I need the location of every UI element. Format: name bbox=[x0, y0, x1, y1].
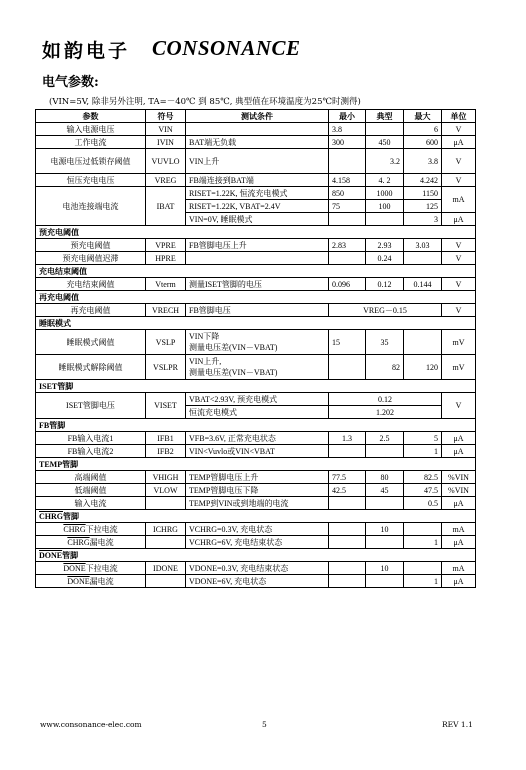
table-row bbox=[36, 355, 476, 380]
param-cell: 电池连接端电流 bbox=[36, 187, 146, 226]
group-title-signal: DONE bbox=[39, 550, 63, 560]
column-header: 参数 bbox=[36, 110, 146, 123]
typ-cell: 100 bbox=[366, 200, 404, 213]
table-row bbox=[36, 484, 476, 497]
max-cell: 3.03 bbox=[404, 239, 442, 252]
min-cell bbox=[329, 213, 366, 226]
table-row bbox=[36, 445, 476, 458]
typ-cell: 82 bbox=[366, 355, 404, 380]
typ-cell: 3.2 bbox=[366, 149, 404, 174]
max-cell bbox=[404, 523, 442, 536]
unit-cell: μA bbox=[442, 213, 476, 226]
param-cell: 预充电阈值 bbox=[36, 239, 146, 252]
signal-name: CHRG bbox=[63, 524, 86, 534]
unit-cell: V bbox=[442, 123, 476, 136]
table-row bbox=[36, 562, 476, 575]
unit-cell: mV bbox=[442, 355, 476, 380]
condition-cell: TEMP管脚电压下降 bbox=[186, 484, 329, 497]
symbol-cell: VSLP bbox=[146, 330, 186, 355]
group-title bbox=[36, 549, 476, 562]
min-cell: 75 bbox=[329, 200, 366, 213]
symbol-cell: VIN bbox=[146, 123, 186, 136]
typ-cell: 10 bbox=[366, 523, 404, 536]
condition-cell bbox=[186, 123, 329, 136]
symbol-cell: ICHRG bbox=[146, 523, 186, 536]
condition-cell: VIN<Vuvlo或VIN<VBAT bbox=[186, 445, 329, 458]
symbol-cell: VUVLO bbox=[146, 149, 186, 174]
company-logo-english: CONSONANCE bbox=[152, 36, 301, 60]
max-cell: 1 bbox=[404, 575, 442, 588]
table-row bbox=[36, 471, 476, 484]
unit-cell: V bbox=[442, 304, 476, 317]
condition-cell: VDONE=6V, 充电状态 bbox=[186, 575, 329, 588]
typ-cell: 0.12 bbox=[366, 278, 404, 291]
group-title: TEMP管脚 bbox=[36, 458, 476, 471]
group-row bbox=[36, 317, 476, 330]
table-row bbox=[36, 575, 476, 588]
condition-line: 测量电压差(VIN－VBAT) bbox=[189, 368, 278, 377]
table-row bbox=[36, 432, 476, 445]
param-cell bbox=[36, 523, 146, 536]
symbol-cell: IBAT bbox=[146, 187, 186, 226]
unit-cell: mA bbox=[442, 187, 476, 213]
max-cell: 6 bbox=[404, 123, 442, 136]
param-cell: 电源电压过低锁存阈值 bbox=[36, 149, 146, 174]
footer-revision: REV 1.1 bbox=[442, 720, 473, 729]
column-header: 最大 bbox=[404, 110, 442, 123]
max-cell: 600 bbox=[404, 136, 442, 149]
max-cell: 125 bbox=[404, 200, 442, 213]
max-cell: 3 bbox=[404, 213, 442, 226]
condition-cell bbox=[186, 330, 329, 355]
max-cell bbox=[404, 562, 442, 575]
group-title-suffix: 管脚 bbox=[62, 550, 79, 560]
min-cell: 3.8 bbox=[329, 123, 366, 136]
typ-cell: 0.24 bbox=[366, 252, 404, 265]
symbol-cell: VHIGH bbox=[146, 471, 186, 484]
max-cell: 0.5 bbox=[404, 497, 442, 510]
max-cell: 1 bbox=[404, 536, 442, 549]
symbol-cell: VLOW bbox=[146, 484, 186, 497]
typ-cell bbox=[366, 575, 404, 588]
max-cell: 4.242 bbox=[404, 174, 442, 187]
unit-cell: V bbox=[442, 252, 476, 265]
min-cell bbox=[329, 575, 366, 588]
typ-cell: 35 bbox=[366, 330, 404, 355]
footer-website: www.consonance-elec.com bbox=[40, 720, 142, 729]
unit-cell: μA bbox=[442, 575, 476, 588]
symbol-cell: VREG bbox=[146, 174, 186, 187]
table-row bbox=[36, 304, 476, 317]
column-header: 单位 bbox=[442, 110, 476, 123]
table-row bbox=[36, 123, 476, 136]
min-cell bbox=[329, 523, 366, 536]
param-cell: 充电结束阈值 bbox=[36, 278, 146, 291]
group-title-signal: CHRG bbox=[39, 511, 63, 521]
condition-cell: VCHRG=0.3V, 充电状态 bbox=[186, 523, 329, 536]
condition-cell: VIN上升 bbox=[186, 149, 329, 174]
group-row bbox=[36, 380, 476, 393]
column-header: 最小 bbox=[329, 110, 366, 123]
condition-cell: TEMP到VIN或到地端的电流 bbox=[186, 497, 329, 510]
min-cell: 1.3 bbox=[329, 432, 366, 445]
condition-line: 测量电压差(VIN－VBAT) bbox=[189, 343, 278, 352]
condition-cell: RISET=1.22K, VBAT=2.4V bbox=[186, 200, 329, 213]
condition-line: VIN上升, bbox=[189, 357, 222, 366]
param-cell bbox=[36, 575, 146, 588]
unit-cell: μA bbox=[442, 497, 476, 510]
max-cell: 1 bbox=[404, 445, 442, 458]
group-row bbox=[36, 549, 476, 562]
condition-cell: FB管脚电压 bbox=[186, 304, 329, 317]
param-cell: 低端阈值 bbox=[36, 484, 146, 497]
table-row bbox=[36, 136, 476, 149]
condition-cell: RISET=1.22K, 恒流充电模式 bbox=[186, 187, 329, 200]
min-cell: 77.5 bbox=[329, 471, 366, 484]
symbol-cell bbox=[146, 575, 186, 588]
table-row bbox=[36, 330, 476, 355]
unit-cell: μA bbox=[442, 445, 476, 458]
min-cell bbox=[329, 562, 366, 575]
column-header: 符号 bbox=[146, 110, 186, 123]
condition-line: VIN下降 bbox=[189, 332, 220, 341]
footer-page-number: 5 bbox=[262, 720, 267, 729]
param-cell bbox=[36, 536, 146, 549]
symbol-cell: IVIN bbox=[146, 136, 186, 149]
value-cell: VREG－0.15 bbox=[329, 304, 442, 317]
table-row bbox=[36, 393, 476, 406]
typ-cell bbox=[366, 213, 404, 226]
signal-name: CHRG bbox=[67, 537, 90, 547]
param-cell: 睡眠模式解除阈值 bbox=[36, 355, 146, 380]
condition-cell bbox=[186, 252, 329, 265]
typ-cell: 45 bbox=[366, 484, 404, 497]
symbol-cell: Vterm bbox=[146, 278, 186, 291]
typ-cell: 0.12 bbox=[329, 393, 442, 406]
param-cell bbox=[36, 562, 146, 575]
min-cell bbox=[329, 536, 366, 549]
param-cell: 输入电源电压 bbox=[36, 123, 146, 136]
condition-cell: VIN=0V, 睡眠模式 bbox=[186, 213, 329, 226]
table-row bbox=[36, 536, 476, 549]
max-cell bbox=[404, 252, 442, 265]
group-title: 睡眠模式 bbox=[36, 317, 476, 330]
min-cell: 2.83 bbox=[329, 239, 366, 252]
column-header: 典型 bbox=[366, 110, 404, 123]
min-cell: 0.096 bbox=[329, 278, 366, 291]
typ-cell: 80 bbox=[366, 471, 404, 484]
group-row bbox=[36, 291, 476, 304]
group-row bbox=[36, 265, 476, 278]
symbol-cell bbox=[146, 497, 186, 510]
table-row bbox=[36, 187, 476, 200]
table-row bbox=[36, 149, 476, 174]
table-row bbox=[36, 239, 476, 252]
table-row bbox=[36, 523, 476, 536]
symbol-cell: VSLPR bbox=[146, 355, 186, 380]
unit-cell: μA bbox=[442, 432, 476, 445]
condition-cell: BAT端无负载 bbox=[186, 136, 329, 149]
param-cell: 高端阈值 bbox=[36, 471, 146, 484]
typ-cell: 450 bbox=[366, 136, 404, 149]
section-title: 电气参数: bbox=[42, 75, 99, 90]
min-cell: 15 bbox=[329, 330, 366, 355]
param-label: 漏电流 bbox=[89, 576, 114, 586]
condition-cell: VCHRG=6V, 充电结束状态 bbox=[186, 536, 329, 549]
param-cell: 工作电流 bbox=[36, 136, 146, 149]
unit-cell: %VIN bbox=[442, 471, 476, 484]
test-conditions-note: (VIN=5V, 除非另外注明, TA=－40℃ 到 85℃, 典型值在环境温度为25℃时测得) bbox=[49, 97, 361, 107]
min-cell bbox=[329, 445, 366, 458]
group-row bbox=[36, 458, 476, 471]
company-logo-chinese: 如韵电子 bbox=[42, 40, 131, 62]
unit-cell: %VIN bbox=[442, 484, 476, 497]
min-cell: 300 bbox=[329, 136, 366, 149]
max-cell: 1150 bbox=[404, 187, 442, 200]
typ-cell: 2.5 bbox=[366, 432, 404, 445]
param-label: 漏电流 bbox=[89, 537, 114, 547]
condition-cell: VFB=3.6V, 正常充电状态 bbox=[186, 432, 329, 445]
signal-name: DONE bbox=[63, 563, 86, 573]
unit-cell: V bbox=[442, 149, 476, 174]
param-cell: 输入电流 bbox=[36, 497, 146, 510]
param-label: 下拉电流 bbox=[85, 563, 118, 573]
unit-cell: mA bbox=[442, 523, 476, 536]
symbol-cell: VPRE bbox=[146, 239, 186, 252]
max-cell: 0.144 bbox=[404, 278, 442, 291]
symbol-cell bbox=[146, 536, 186, 549]
group-title: 再充电阈值 bbox=[36, 291, 476, 304]
group-title: 预充电阈值 bbox=[36, 226, 476, 239]
min-cell: 42.5 bbox=[329, 484, 366, 497]
min-cell: 850 bbox=[329, 187, 366, 200]
group-title: 充电结束阈值 bbox=[36, 265, 476, 278]
param-cell: 预充电阈值迟滞 bbox=[36, 252, 146, 265]
unit-cell: V bbox=[442, 278, 476, 291]
max-cell bbox=[404, 330, 442, 355]
group-title: ISET管脚 bbox=[36, 380, 476, 393]
group-row bbox=[36, 510, 476, 523]
table-row bbox=[36, 174, 476, 187]
min-cell bbox=[329, 252, 366, 265]
symbol-cell: VRECH bbox=[146, 304, 186, 317]
unit-cell: V bbox=[442, 393, 476, 419]
condition-cell: VDONE=0.3V, 充电结束状态 bbox=[186, 562, 329, 575]
param-label: 下拉电流 bbox=[85, 524, 118, 534]
param-cell: FB输入电流2 bbox=[36, 445, 146, 458]
param-cell: 再充电阈值 bbox=[36, 304, 146, 317]
symbol-cell: IFB1 bbox=[146, 432, 186, 445]
condition-cell: FB端连接到BAT端 bbox=[186, 174, 329, 187]
unit-cell: mV bbox=[442, 330, 476, 355]
signal-name: DONE bbox=[67, 576, 90, 586]
group-title bbox=[36, 510, 476, 523]
symbol-cell: VISET bbox=[146, 393, 186, 419]
param-cell: 睡眠模式阈值 bbox=[36, 330, 146, 355]
max-cell: 5 bbox=[404, 432, 442, 445]
param-cell: ISET管脚电压 bbox=[36, 393, 146, 419]
symbol-cell: IFB2 bbox=[146, 445, 186, 458]
group-title-suffix: 管脚 bbox=[63, 511, 79, 521]
max-cell: 82.5 bbox=[404, 471, 442, 484]
group-title: FB管脚 bbox=[36, 419, 476, 432]
symbol-cell: HPRE bbox=[146, 252, 186, 265]
condition-cell: VBAT<2.93V, 预充电模式 bbox=[186, 393, 329, 406]
min-cell: 4.158 bbox=[329, 174, 366, 187]
electrical-parameters-table bbox=[35, 109, 476, 588]
unit-cell: V bbox=[442, 174, 476, 187]
typ-cell: 4. 2 bbox=[366, 174, 404, 187]
group-row bbox=[36, 226, 476, 239]
max-cell: 3.8 bbox=[404, 149, 442, 174]
column-header: 测试条件 bbox=[186, 110, 329, 123]
symbol-cell: IDONE bbox=[146, 562, 186, 575]
param-cell: FB输入电流1 bbox=[36, 432, 146, 445]
condition-cell: FB管脚电压上升 bbox=[186, 239, 329, 252]
max-cell: 120 bbox=[404, 355, 442, 380]
typ-cell bbox=[366, 536, 404, 549]
condition-cell: TEMP管脚电压上升 bbox=[186, 471, 329, 484]
param-cell: 恒压充电电压 bbox=[36, 174, 146, 187]
condition-cell: 测量ISET管脚的电压 bbox=[186, 278, 329, 291]
table-header-row bbox=[36, 110, 476, 123]
table-row bbox=[36, 497, 476, 510]
typ-cell: 2.93 bbox=[366, 239, 404, 252]
typ-cell: 1000 bbox=[366, 187, 404, 200]
unit-cell: mA bbox=[442, 562, 476, 575]
max-cell: 47.5 bbox=[404, 484, 442, 497]
table-row bbox=[36, 278, 476, 291]
typ-cell: 10 bbox=[366, 562, 404, 575]
typ-cell bbox=[366, 497, 404, 510]
unit-cell: V bbox=[442, 239, 476, 252]
condition-cell bbox=[186, 355, 329, 380]
typ-cell: 1.202 bbox=[329, 406, 442, 419]
typ-cell bbox=[366, 123, 404, 136]
typ-cell bbox=[366, 445, 404, 458]
min-cell bbox=[329, 355, 366, 380]
min-cell bbox=[329, 497, 366, 510]
unit-cell: μA bbox=[442, 136, 476, 149]
table-row bbox=[36, 252, 476, 265]
condition-cell: 恒流充电模式 bbox=[186, 406, 329, 419]
min-cell bbox=[329, 149, 366, 174]
group-row bbox=[36, 419, 476, 432]
unit-cell: μA bbox=[442, 536, 476, 549]
